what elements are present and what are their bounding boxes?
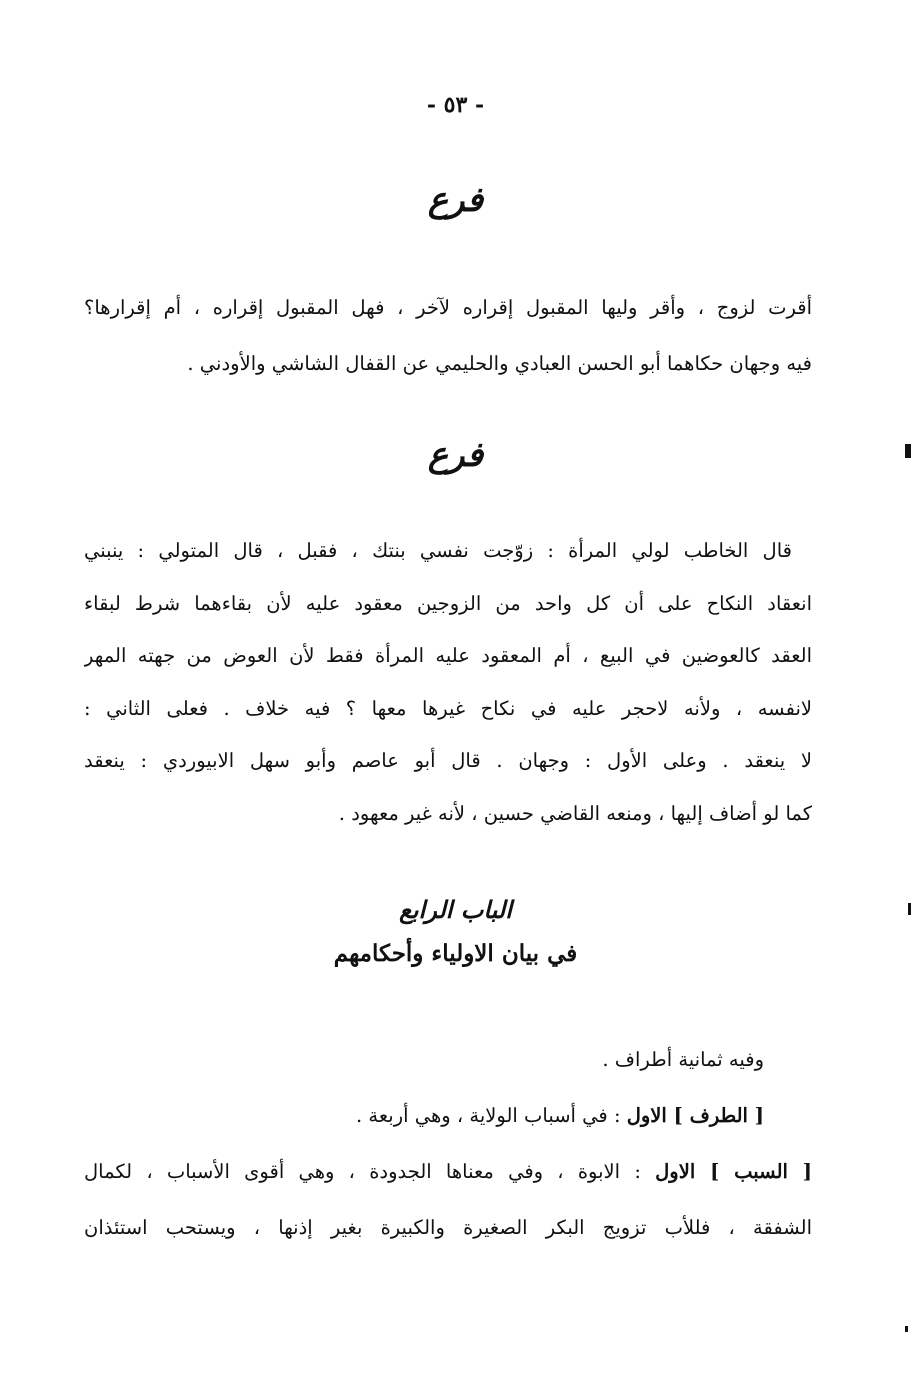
scan-edge-mark [905,1326,908,1332]
section-heading-1: فرع [427,180,484,220]
paragraph-line: لا ينعقد . وعلى الأول : وجهان . قال أبو عاصم وأبو سهل الابيوردي : ينعقد [84,749,812,772]
paragraph-line: قال الخاطب لولي المرأة : زوّجت نفسي بنتك ، فقبل ، قال المتولي : ينبني [84,539,792,562]
taraf-text: : في أسباب الولاية ، وهي أربعة . [356,1104,627,1127]
section-2-paragraph [84,525,812,840]
chapter-body [84,1032,812,1256]
sabab-label: [ السبب ] الاول [655,1160,812,1183]
sabab-text: : الابوة ، وفي معناها الجدودة ، وهي أقوى الأسباب ، لكمال [84,1160,656,1183]
paragraph-line: الشفقة ، فللأب تزويج البكر الصغيرة والكبيرة بغير إذنها ، ويستحب استئذان [84,1216,812,1239]
paragraph-line: فيه وجهان حكاهما أبو الحسن العبادي والحليمي عن القفال الشاشي والأودني . [187,352,812,375]
scan-edge-mark [905,444,911,458]
taraf-label: [ الطرف ] الاول [626,1104,764,1127]
sabab-line [84,1144,812,1200]
taraf-line [84,1088,812,1144]
section-1-paragraph [84,280,812,392]
paragraph-line: أقرت لزوج ، وأقر وليها المقبول إقراره لآخر ، فهل المقبول إقراره ، أم إقرارها؟ [84,296,812,319]
page-number: - ٥٣ - [426,92,485,118]
section-heading-2: فرع [427,435,484,475]
paragraph-line: العقد كالعوضين في البيع ، أم المعقود عليه المرأة فقط لأن العوض من جهته المهر [84,644,812,667]
paragraph-line: لانفسه ، ولأنه لاحجر عليه في نكاح غيرها معها ؟ فيه خلاف . فعلى الثاني : [84,696,812,720]
intro-line: وفيه ثمانية أطراف . [602,1048,764,1071]
chapter-title: الباب الرابع [399,895,512,924]
chapter-subtitle: في بيان الاولياء وأحكامهم [333,940,578,967]
paragraph-line: كما لو أضاف إليها ، ومنعه القاضي حسين ، لأنه غير معهود . [338,801,812,825]
paragraph-line: انعقاد النكاح على أن كل واحد من الزوجين معقود عليه لأن بقاءهما شرط لبقاء [84,591,812,615]
